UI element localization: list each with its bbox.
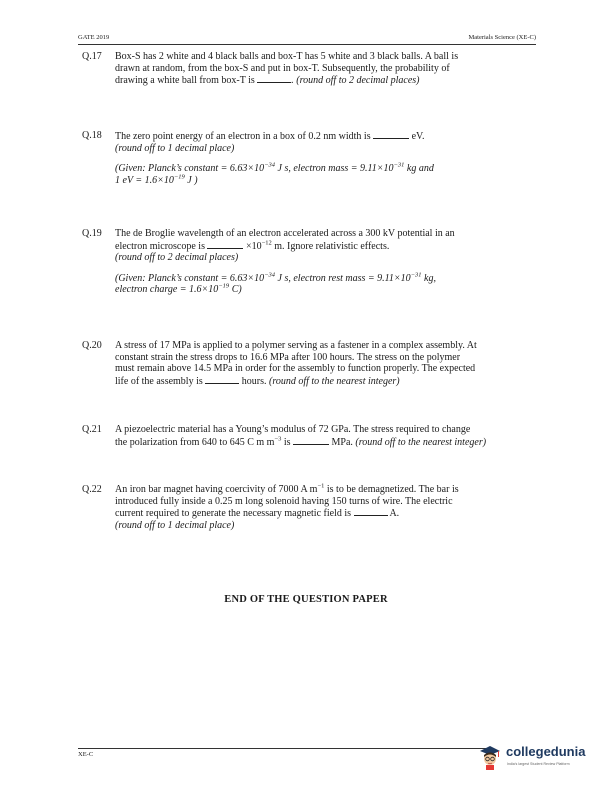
- given-constants: (Given: Planck’s constant = $6.63\times 10^{-34}$ J s, electron mass = $9.11\times 10^{-31}$ kg and 1 eV = $1.6\times 10^{-19}$ J ): [115, 161, 434, 186]
- question-text: current required to generate the necessary magnetic field is A.: [115, 508, 400, 519]
- end-of-paper-heading: END OF THE QUESTION PAPER: [224, 594, 388, 605]
- logo-tagline: India's largest Student Review Platform: [507, 762, 570, 766]
- question-20: [82, 340, 532, 387]
- question-text: An iron bar magnet having coercivity of 7000 A $m^{-1}$ is to be demagnetized. The bar is: [115, 482, 459, 495]
- question-number: Q.17: [82, 51, 102, 62]
- question-text: drawn at random, from the box-S and put in box-T. Subsequently, the probability of: [115, 62, 450, 74]
- logo-wordmark: collegedunia: [506, 744, 586, 759]
- question-text: drawing a white ball from box-T is . (round off to 2 decimal places): [115, 75, 420, 86]
- question-17: [82, 51, 532, 87]
- collegedunia-logo: [476, 740, 606, 776]
- question-text: electron microscope is $\times 10^{-12}$ m. Ignore relativistic effects.: [115, 239, 390, 252]
- question-text: A piezoelectric material has a Young’s modulus of 72 GPa. The stress required to change: [115, 424, 471, 435]
- question-text: The de Broglie wavelength of an electron accelerated across a 300 kV potential in an: [115, 228, 455, 239]
- question-number: Q.22: [82, 484, 102, 495]
- footer-code: XE-C: [78, 751, 94, 758]
- answer-blank: [354, 507, 388, 516]
- page-header: [78, 34, 536, 45]
- answer-blank: [257, 74, 291, 83]
- paper-subject: Materials Science (XE-C): [468, 34, 536, 41]
- question-text: introduced fully inside a 0.25 m long solenoid having 150 turns of wire. The electric: [115, 495, 453, 507]
- graduate-mascot-icon: [478, 744, 502, 770]
- rounding-note: (round off to 1 decimal place): [115, 142, 235, 154]
- question-text: life of the assembly is hours. (round off to the nearest integer): [115, 375, 400, 387]
- question-text: The zero point energy of an electron in a box of 0.2 nm width is eV.: [115, 131, 425, 142]
- question-number: Q.20: [82, 340, 102, 351]
- given-constants: (Given: Planck’s constant = $6.63\times 10^{-34}$ J s, electron rest mass = $9.11\times 10^{-31}$ kg, electron charge = $1.6\times 10^{-19}$ C): [115, 271, 436, 295]
- question-number: Q.19: [82, 228, 102, 239]
- rounding-note: (round off to 2 decimal places): [115, 252, 239, 263]
- question-text: Box-S has 2 white and 4 black balls and box-T has 5 white and 3 black balls. A ball is: [115, 51, 459, 62]
- rounding-note: (round off to 1 decimal place): [115, 519, 235, 531]
- question-22: [82, 484, 532, 531]
- answer-blank: [293, 436, 329, 445]
- page-footer: [78, 748, 488, 759]
- question-text: constant strain the stress drops to 16.6 MPa after 100 hours. The stress on the polymer: [115, 351, 461, 363]
- question-number: Q.21: [82, 424, 102, 435]
- answer-blank: [205, 375, 239, 384]
- question-text: the polarization from 640 to 645 C m $m^{-3}$ is MPa. (round off to the nearest integer): [115, 435, 487, 448]
- question-number: Q.18: [82, 130, 102, 141]
- question-18: [82, 130, 532, 186]
- question-21: [82, 424, 532, 448]
- answer-blank: [207, 240, 243, 249]
- exam-title: GATE 2019: [78, 34, 110, 41]
- question-19: [82, 228, 532, 296]
- answer-blank: [373, 130, 409, 139]
- question-text: A stress of 17 MPa is applied to a polymer serving as a fastener in a complex assembly. At: [115, 340, 477, 351]
- question-text: must remain above 14.5 MPa in order for the assembly to function properly. The expected: [115, 363, 476, 374]
